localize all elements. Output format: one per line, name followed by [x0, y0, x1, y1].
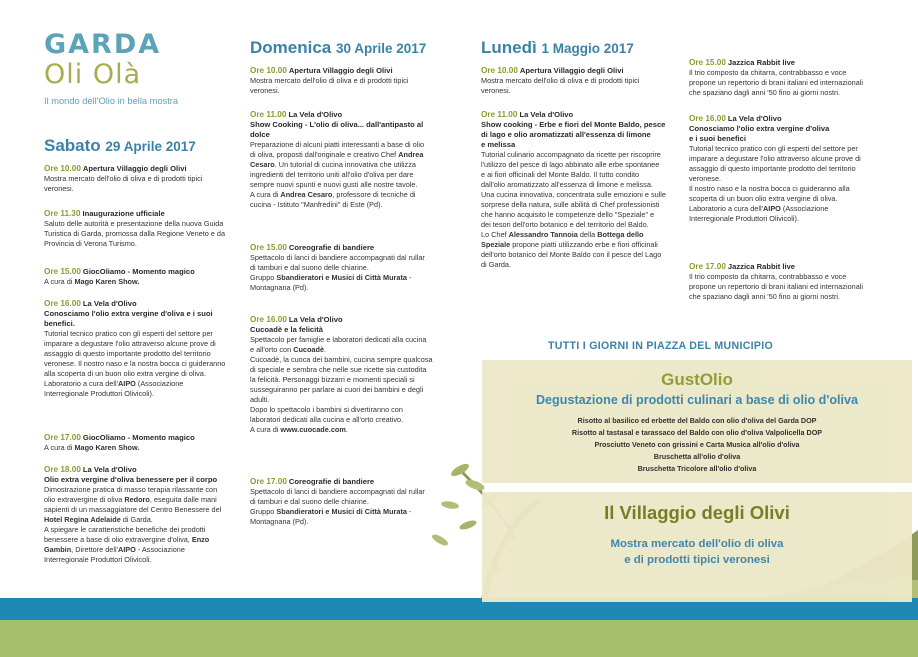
villaggio-title: Il Villaggio degli Olivi [604, 502, 790, 523]
event-text: . Un tutorial di cucina innovativa che utilizza [274, 160, 416, 169]
day-date: 1 Maggio 2017 [541, 41, 634, 56]
event-name: GiocOliamo - Momento magico [82, 267, 195, 276]
event-group: Sbandieratori e Musici di Città Murata [276, 273, 407, 282]
event-text: Una cucina innovativa, concentrata sulle emozioni e sulle [481, 190, 666, 199]
event-text: propone un repertorio di brani italiani ed internazionali [689, 78, 864, 87]
event-time: Ore 15.00 [250, 243, 287, 252]
event-text: Preparazione di alcuni piatti interessanti a base di olio [250, 140, 425, 149]
event-person: Enzo [191, 535, 210, 544]
event-sun-5 [250, 477, 436, 527]
event-time: Ore 15.00 [689, 58, 726, 67]
event-name: La Vela d'Olivo [82, 465, 137, 474]
event-text: veronesi. [250, 86, 280, 95]
event-text: che spaziano dagli anni '50 fino ai giorni nostri. [689, 88, 841, 97]
event-text: susseguiranno per parlare ai cuori dei bambini e degli [250, 385, 424, 394]
event-sun-1 [250, 66, 436, 96]
event-text: Mostra mercato dell'olio di oliva e di prodotti tipici [481, 76, 640, 85]
gustolio-item: Prosciutto Veneto con grissini e Carta Musica all'olio d'oliva [594, 440, 800, 449]
event-text: veronese. Il nostro naso e la nostra bocca ci guideranno [44, 359, 226, 368]
sunday-title [250, 38, 426, 58]
event-sat-1 [44, 164, 234, 194]
event-brand: Redoro [124, 495, 150, 504]
event-text: alla scoperta di un buon olio extra vergine di oliva. [44, 369, 206, 378]
event-time: Ore 10.00 [481, 66, 518, 75]
event-text: assaggio di questo importante prodotto del territorio [689, 164, 856, 173]
event-sat-6 [44, 465, 234, 565]
event-org: AIPO [118, 379, 136, 388]
event-text: imparare a degustare l'olio attraverso alcune prove di [689, 154, 861, 163]
event-text: propone piatti utilizzando erbe e fiori officinali [510, 240, 658, 249]
event-text: scoperta di un buon olio extra vergine di oliva. [689, 194, 838, 203]
event-text: che spaziano dagli anni '50 fino ai giorni nostri. [689, 292, 841, 301]
event-text: Gruppo [250, 273, 277, 282]
event-name: Jazzica Rabbit live [727, 262, 796, 271]
gustolio-item: Risotto al basilico ed erbette del Baldo con olio d'oliva del Garda DOP [577, 416, 817, 425]
event-text: Mostra mercato dell'olio di oliva e di prodotti tipici [250, 76, 409, 85]
event-text: Interregionale Produttori Olivicoli. [44, 555, 152, 564]
logo-line1: GARDA [44, 29, 162, 60]
event-text: di tamburi e dal suono delle chiarine. [250, 263, 369, 272]
event-person: Andrea [398, 150, 424, 159]
event-venue: Bottega dello [597, 230, 644, 239]
villaggio-line2: e di prodotti tipici veronesi [624, 554, 770, 566]
event-time: Ore 10.00 [250, 66, 287, 75]
day-date: 30 Aprile 2017 [335, 41, 427, 56]
event-name: La Vela d'Olivo [288, 110, 343, 119]
event-text: , professore di tecniche di [332, 190, 416, 199]
event-name: Apertura Villaggio degli Olivi [288, 66, 393, 75]
event-mon-5 [689, 262, 875, 302]
event-headline: e i suoi benefici [689, 134, 746, 143]
event-time: Ore 17.00 [44, 433, 81, 442]
event-text: Tutorial tecnico pratico con gli esperti del settore per [44, 329, 213, 338]
event-headline: di lago e olio aromatizzati all'essenza di limone [481, 130, 651, 139]
event-time: Ore 16.00 [689, 114, 726, 123]
day-name: Sabato [44, 136, 101, 155]
event-text: A cura di [44, 277, 73, 286]
event-name: Inaugurazione ufficiale [82, 209, 165, 218]
event-text: di tamburi e dal suono delle chiarine. [250, 497, 369, 506]
event-sat-4 [44, 299, 234, 399]
event-text: sapienti di un massaggiatore del Centro Benessere del [44, 505, 222, 514]
event-text: dei tesori dell'orto botanico e del territorio del Baldo. [481, 220, 649, 229]
event-name: La Vela d'Olivo [288, 315, 343, 324]
event-text: Spettacolo di lanci di bandiere accompagnati dal rullar [250, 253, 425, 262]
event-sat-5 [44, 433, 234, 453]
event-text: Interregionale Produttori Olivicoli). [689, 214, 799, 223]
event-text: di Garda. [120, 515, 153, 524]
event-text: veronesi. [44, 184, 74, 193]
event-time: Ore 11.00 [250, 110, 287, 119]
event-text: Mostra mercato dell'olio di oliva e di prodotti tipici [44, 174, 203, 183]
event-performer: Mago Karen Show. [74, 443, 140, 452]
event-text: Provincia di Verona Turismo. [44, 239, 137, 248]
event-venue: Speziale [481, 240, 511, 249]
event-text: e ai fiori officinali del Monte Baldo. Il tutto condito [481, 170, 640, 179]
event-text: Il trio composto da chitarra, contrabbasso e voce [689, 272, 847, 281]
day-name: Domenica [250, 38, 332, 57]
event-text: sempre nuovi spunti e nuovi gusti alle nostre tavole. [250, 180, 418, 189]
event-text: A spiegare le caratteristiche benefiche dei prodotti [44, 525, 206, 534]
event-text: Laboratorio a cura dell' [44, 379, 119, 388]
event-website: www.cuocade.com [280, 425, 346, 434]
event-time: Ore 18.00 [44, 465, 81, 474]
event-text: , eseguita dalle mani [149, 495, 217, 504]
event-text: Laboratorio a cura dell' [689, 204, 764, 213]
event-time: Ore 10.00 [44, 164, 81, 173]
event-org: AIPO [118, 545, 136, 554]
event-person: Gambin [44, 545, 72, 554]
villaggio-box [482, 492, 912, 602]
event-text: (Associazione [780, 204, 829, 213]
event-headline: Conosciamo l'olio extra vergine d'oliva e i suoi [44, 309, 213, 318]
event-person: Cesaro [250, 160, 275, 169]
event-text: della [577, 230, 598, 239]
event-name: La Vela d'Olivo [82, 299, 137, 308]
event-text: Montagnana (Pd). [250, 517, 309, 526]
event-headline: dolce [250, 130, 270, 139]
event-sun-2 [250, 110, 436, 210]
event-text: veronesi. [481, 86, 511, 95]
event-headline: Olio extra vergine d'oliva benessere per il corpo [44, 475, 218, 484]
event-person: Cucoadè [293, 345, 325, 354]
event-text: di oliva, proposti dall'originale e creativo Chef [250, 150, 399, 159]
event-text: l'utilizzo del pesce di lago abbinato alle erbe spontanee [481, 160, 660, 169]
event-person: Andrea Cesaro [280, 190, 333, 199]
event-text: propone un repertorio di brani italiani ed internazionali [689, 282, 864, 291]
event-headline: e melissa [481, 140, 516, 149]
event-headline: Show Cooking - L'olio di oliva... dall'antipasto al [250, 120, 424, 129]
event-text: (Associazione [135, 379, 184, 388]
event-text: Saluto delle autorità e presentazione della nuova Guida [44, 219, 224, 228]
event-text: ingredienti del territorio uniti all'olio d'oliva per dare [250, 170, 414, 179]
event-sun-3 [250, 243, 436, 293]
event-text: Spettacolo di lanci di bandiere accompagnati dal rullar [250, 487, 425, 496]
event-text: Gruppo [250, 507, 277, 516]
event-text: la felicità. Personaggi bizzarri e momenti speciali si [250, 375, 415, 384]
event-mon-4 [689, 114, 875, 224]
event-text: cucina - Istituto "Manfredini" di Este (Pd). [250, 200, 383, 209]
event-person: Alessandro Tannoia [508, 230, 578, 239]
event-mon-2 [481, 110, 667, 270]
event-text: . [324, 345, 327, 354]
event-time: Ore 16.00 [44, 299, 81, 308]
event-text: imparare a degustare l'olio attraverso alcune prove di [44, 339, 216, 348]
event-text: - [406, 273, 412, 282]
event-venue: Hotel Regina Adelaide [44, 515, 121, 524]
event-text: Il trio composto da chitarra, contrabbasso e voce [689, 68, 847, 77]
event-text: Spettacolo per famiglie e laboratori dedicati alla cucina [250, 335, 427, 344]
day-date: 29 Aprile 2017 [105, 139, 196, 154]
event-headline: benefici. [44, 319, 75, 328]
event-mon-3 [689, 58, 875, 98]
event-time: Ore 17.00 [250, 477, 287, 486]
event-text: Turistica di Garda, promossa dalla Regione Veneto e da [44, 229, 226, 238]
event-group: Sbandieratori e Musici di Città Murata [276, 507, 407, 516]
gustolio-title: GustOlio [661, 370, 733, 389]
event-headline: Show cooking - Erbe e fiori del Monte Baldo, pesce [481, 120, 666, 129]
event-name: GiocOliamo - Momento magico [82, 433, 195, 442]
logo-tagline: Il mondo dell'Olio in bella mostra [44, 96, 179, 106]
event-headline: Cucoadè e la felicità [250, 325, 324, 334]
monday-title [481, 38, 634, 58]
event-mon-1 [481, 66, 667, 96]
event-sun-4 [250, 315, 436, 435]
event-text: adulti. [250, 395, 270, 404]
event-text: Lo Chef [481, 230, 509, 239]
event-text: , Direttore dell' [71, 545, 118, 554]
event-text: A cura di [250, 190, 281, 199]
event-time: Ore 11.00 [481, 110, 518, 119]
day-name: Lunedì [481, 38, 537, 57]
event-text: dell'orto botanico del Monte Baldo con il pesce del Lago [481, 250, 662, 259]
event-text: laboratori dedicati alla cucina e all'orto creativo. [250, 415, 404, 424]
event-org: AIPO [763, 204, 781, 213]
event-text: olio extravergine di oliva [44, 495, 125, 504]
event-text: Il nostro naso e la nostra bocca ci guideranno alla [689, 184, 850, 193]
event-time: Ore 16.00 [250, 315, 287, 324]
event-name: Coreografie di bandiere [288, 243, 375, 252]
event-text: Dimostrazione pratica di masso terapia rilassante con [44, 485, 218, 494]
event-time: Ore 11.30 [44, 209, 81, 218]
event-text: di Garda. [481, 260, 512, 269]
event-headline: Conosciamo l'olio extra vergine d'oliva [689, 124, 830, 133]
event-name: Coreografie di bandiere [288, 477, 375, 486]
event-time: Ore 17.00 [689, 262, 726, 271]
piazza-section-title: TUTTI I GIORNI IN PIAZZA DEL MUNICIPIO [548, 340, 774, 352]
event-name: Apertura Villaggio degli Olivi [519, 66, 624, 75]
event-name: La Vela d'Olivo [727, 114, 782, 123]
event-text: sorprese della natura, sulle abilità di Chef professionisti [481, 200, 660, 209]
event-text: veronese. [689, 174, 722, 183]
event-text: Montagnana (Pd). [250, 283, 309, 292]
event-name: Apertura Villaggio degli Olivi [82, 164, 187, 173]
event-name: Jazzica Rabbit live [727, 58, 796, 67]
event-text: A cura di [44, 443, 73, 452]
event-text: dall'olio aromatizzato all'essenza di limone e melissa. [481, 180, 653, 189]
gustolio-item: Bruschetta all'olio d'oliva [653, 452, 741, 461]
gustolio-item: Bruschetta Tricolore all'olio d'oliva [637, 464, 757, 473]
event-text: benessere a base di olio extravergine d'oliva, [44, 535, 192, 544]
gustolio-box [482, 360, 912, 483]
saturday-title [44, 136, 196, 156]
logo-line2: Oli Olà [44, 59, 142, 90]
event-text: Interregionale Produttori Olivicoli). [44, 389, 154, 398]
garda-oliola-logo [44, 30, 214, 130]
event-text: assaggio di questo importante prodotto del territorio [44, 349, 211, 358]
event-time: Ore 15.00 [44, 267, 81, 276]
gustolio-item: Risotto al tastasal e tarassaco del Baldo con olio d'oliva Valpolicella DOP [571, 428, 823, 437]
event-name: La Vela d'Olivo [519, 110, 574, 119]
event-text: - Associazione [135, 545, 185, 554]
event-text: di speciale e sembra che nelle sue ricette sia custodita [250, 365, 427, 374]
gustolio-subtitle: Degustazione di prodotti culinari a base di olio d'oliva [535, 393, 859, 407]
event-performer: Mago Karen Show. [74, 277, 140, 286]
event-text: - [406, 507, 412, 516]
event-sat-3 [44, 267, 234, 287]
event-text: Dopo lo spettacolo i bambini si divertiranno con [250, 405, 403, 414]
grass-band [0, 620, 918, 657]
event-text: Tutorial tecnico pratico con gli esperti del settore per [689, 144, 858, 153]
event-text: Cucoadè, la cuoca dei bambini, cucina sempre qualcosa [250, 355, 433, 364]
event-sat-2 [44, 209, 234, 249]
villaggio-line1: Mostra mercato dell'olio di oliva [610, 538, 784, 550]
event-text: e all'orto con [250, 345, 294, 354]
event-text: Tutorial culinario accompagnato da ricette per riscoprire [481, 150, 661, 159]
event-text: . [345, 425, 348, 434]
event-text: A cura di [250, 425, 281, 434]
event-text: che hanno acquisito le competenze dello "Speziale" e [481, 210, 655, 219]
